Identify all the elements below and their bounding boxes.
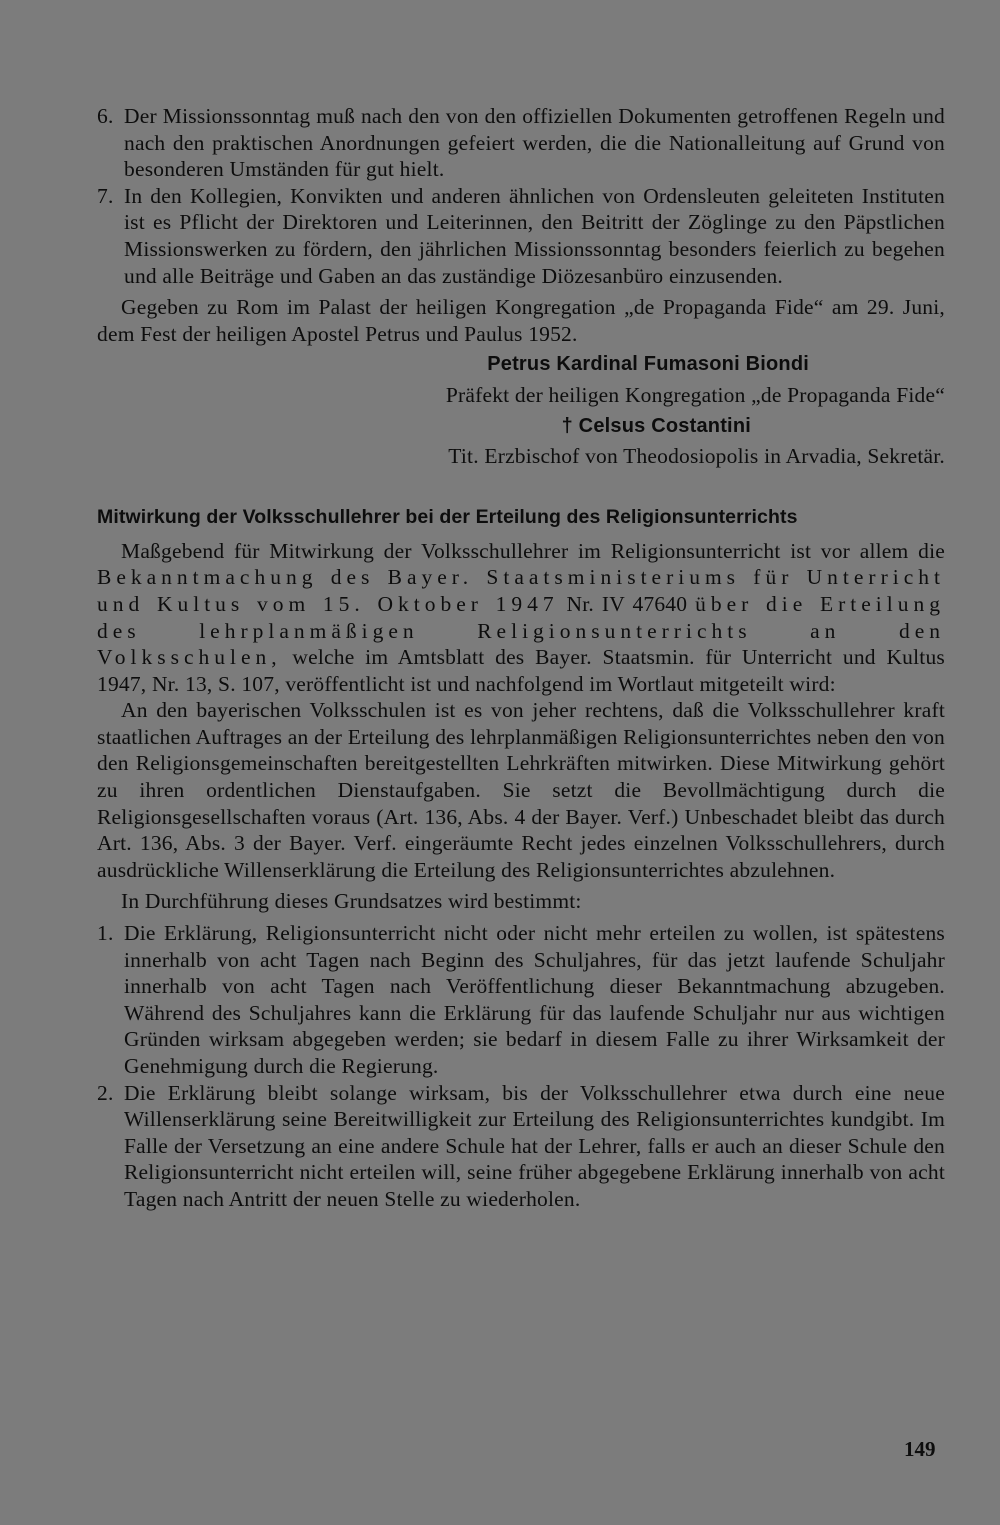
list-item: [97, 920, 945, 1080]
body-paragraph: In Durchführung dieses Grundsatzes wird bestimmt:: [121, 889, 582, 914]
list-number: 7.: [97, 183, 114, 208]
intro-text: Nr. IV 47640: [558, 591, 696, 616]
body-paragraph: An den bayerischen Volksschulen ist es von jeher rechtens, daß die Volksschullehrer kraft staatlichen Auftrages an der Erteilung des lehrplanmäßigen Religionsunterrichtes neben den von den Religionsgemeinschaften bereitgestellten Lehrkräften mitwirken. Diese Mitwirkung gehört zu ihren ordentlichen Dienstaufgaben. Sie setzt die Bevollmächtigung durch die Religionsgesellschaften voraus (Art. 136, Abs. 4 der Bayer. Verf.) Unbeschadet bleibt das durch Art. 136, Abs. 3 der Bayer. Verf. eingeräumte Recht jedes einzelnen Volksschullehrers, durch ausdrückliche Willenserklärung die Erteilung des Religionsunterrichtes abzulehnen.: [97, 698, 945, 882]
list-text: Die Erklärung bleibt solange wirksam, bis der Volksschullehrer etwa durch eine neue Willenserklärung seine Bereitwilligkeit zur Erteilung des Religionsunterrichtes kundgibt. Im Falle der Versetzung an eine andere Schule hat der Lehrer, falls er auch an dieser Schule den Religionsunterricht nicht erteilen will, seine früher abgegebene Erklärung innerhalb von acht Tagen nach Antritt der neuen Stelle zu wiederholen.: [124, 1080, 945, 1211]
signatory-title: Tit. Erzbischof von Theodosiopolis in Arvadia, Sekretär.: [448, 444, 945, 469]
list-text: Die Erklärung, Religionsunterricht nicht oder nicht mehr erteilen zu wollen, ist spätestens innerhalb von acht Tagen nach Beginn des Schuljahres, für das jetzt laufende Schuljahr innerhalb von acht Tagen nach Veröffentlichung dieser Bekanntmachung abzugeben. Während des Schuljahres kann die Erklärung für das laufende Schuljahr nur aus wichtigen Gründen wirksam abgegeben werden; sie bedarf in diesem Falle zu ihrer Wirksamkeit der Genehmigung durch die Regierung.: [124, 921, 945, 1078]
page-number: 149: [904, 1437, 936, 1461]
list-text: Der Missionssonntag muß nach den von den offiziellen Dokumenten getroffenen Regeln und nach den praktischen Anordnungen gefeiert werden, die die Nationalleitung auf Grund von besonderen Umständen für gut hielt.: [124, 104, 945, 182]
list-number: 6.: [97, 104, 114, 128]
signatory-title: Präfekt der heiligen Kongregation „de Propaganda Fide“: [445, 382, 945, 407]
intro-paragraph: [97, 538, 945, 698]
list-text: In den Kollegien, Konvikten und anderen ähnlichen von Ordensleuten geleiteten Instituten ist es Pflicht der Direktoren und Leiterinnen, den Beitritt der Zöglinge zu den Päpstlichen Missionswerken zu fördern, den jährlichen Missionssonntag besonders feierlich zu begehen und alle Beiträge und Gaben an das zuständige Diözesanbüro einzusenden.: [124, 183, 945, 288]
list-number: 2.: [97, 1080, 114, 1105]
list-item: [97, 103, 945, 183]
intro-text: Maßgebend für Mitwirkung der Volksschullehrer im Religionsunterricht ist vor allem die: [121, 538, 945, 563]
signatory-name: Petrus Kardinal Fumasoni Biondi: [487, 353, 809, 376]
list-item: [97, 183, 945, 289]
list-number: 1.: [97, 921, 114, 946]
signatory-name: † Celsus Costantini: [561, 414, 751, 437]
intro-text: welche im Amtsblatt des Bayer. Staatsmin. für Unterricht und Kultus 1947, Nr. 13, S. 107, veröffentlicht ist und nachfolgend im Wortlaut mitgeteilt wird:: [97, 645, 945, 696]
given-statement: Gegeben zu Rom im Palast der heiligen Kongregation „de Propaganda Fide“ am 29. Juni, dem Fest der heiligen Apostel Petrus und Paulus 1952.: [97, 295, 945, 346]
intro-spaced-text: über die Erteilung des lehrplanmäßigen Religionsunterrichts an den Volksschulen,: [97, 591, 945, 670]
page-text: [97, 103, 945, 1213]
section-heading: Mitwirkung der Volksschullehrer bei der Erteilung des Religionsunterrichts: [97, 505, 798, 528]
intro-spaced-text: Bekanntmachung des Bayer. Staatsministeriums für Unterricht und Kultus vom 15. Oktober 1947: [97, 565, 945, 616]
list-item: [97, 1080, 945, 1213]
